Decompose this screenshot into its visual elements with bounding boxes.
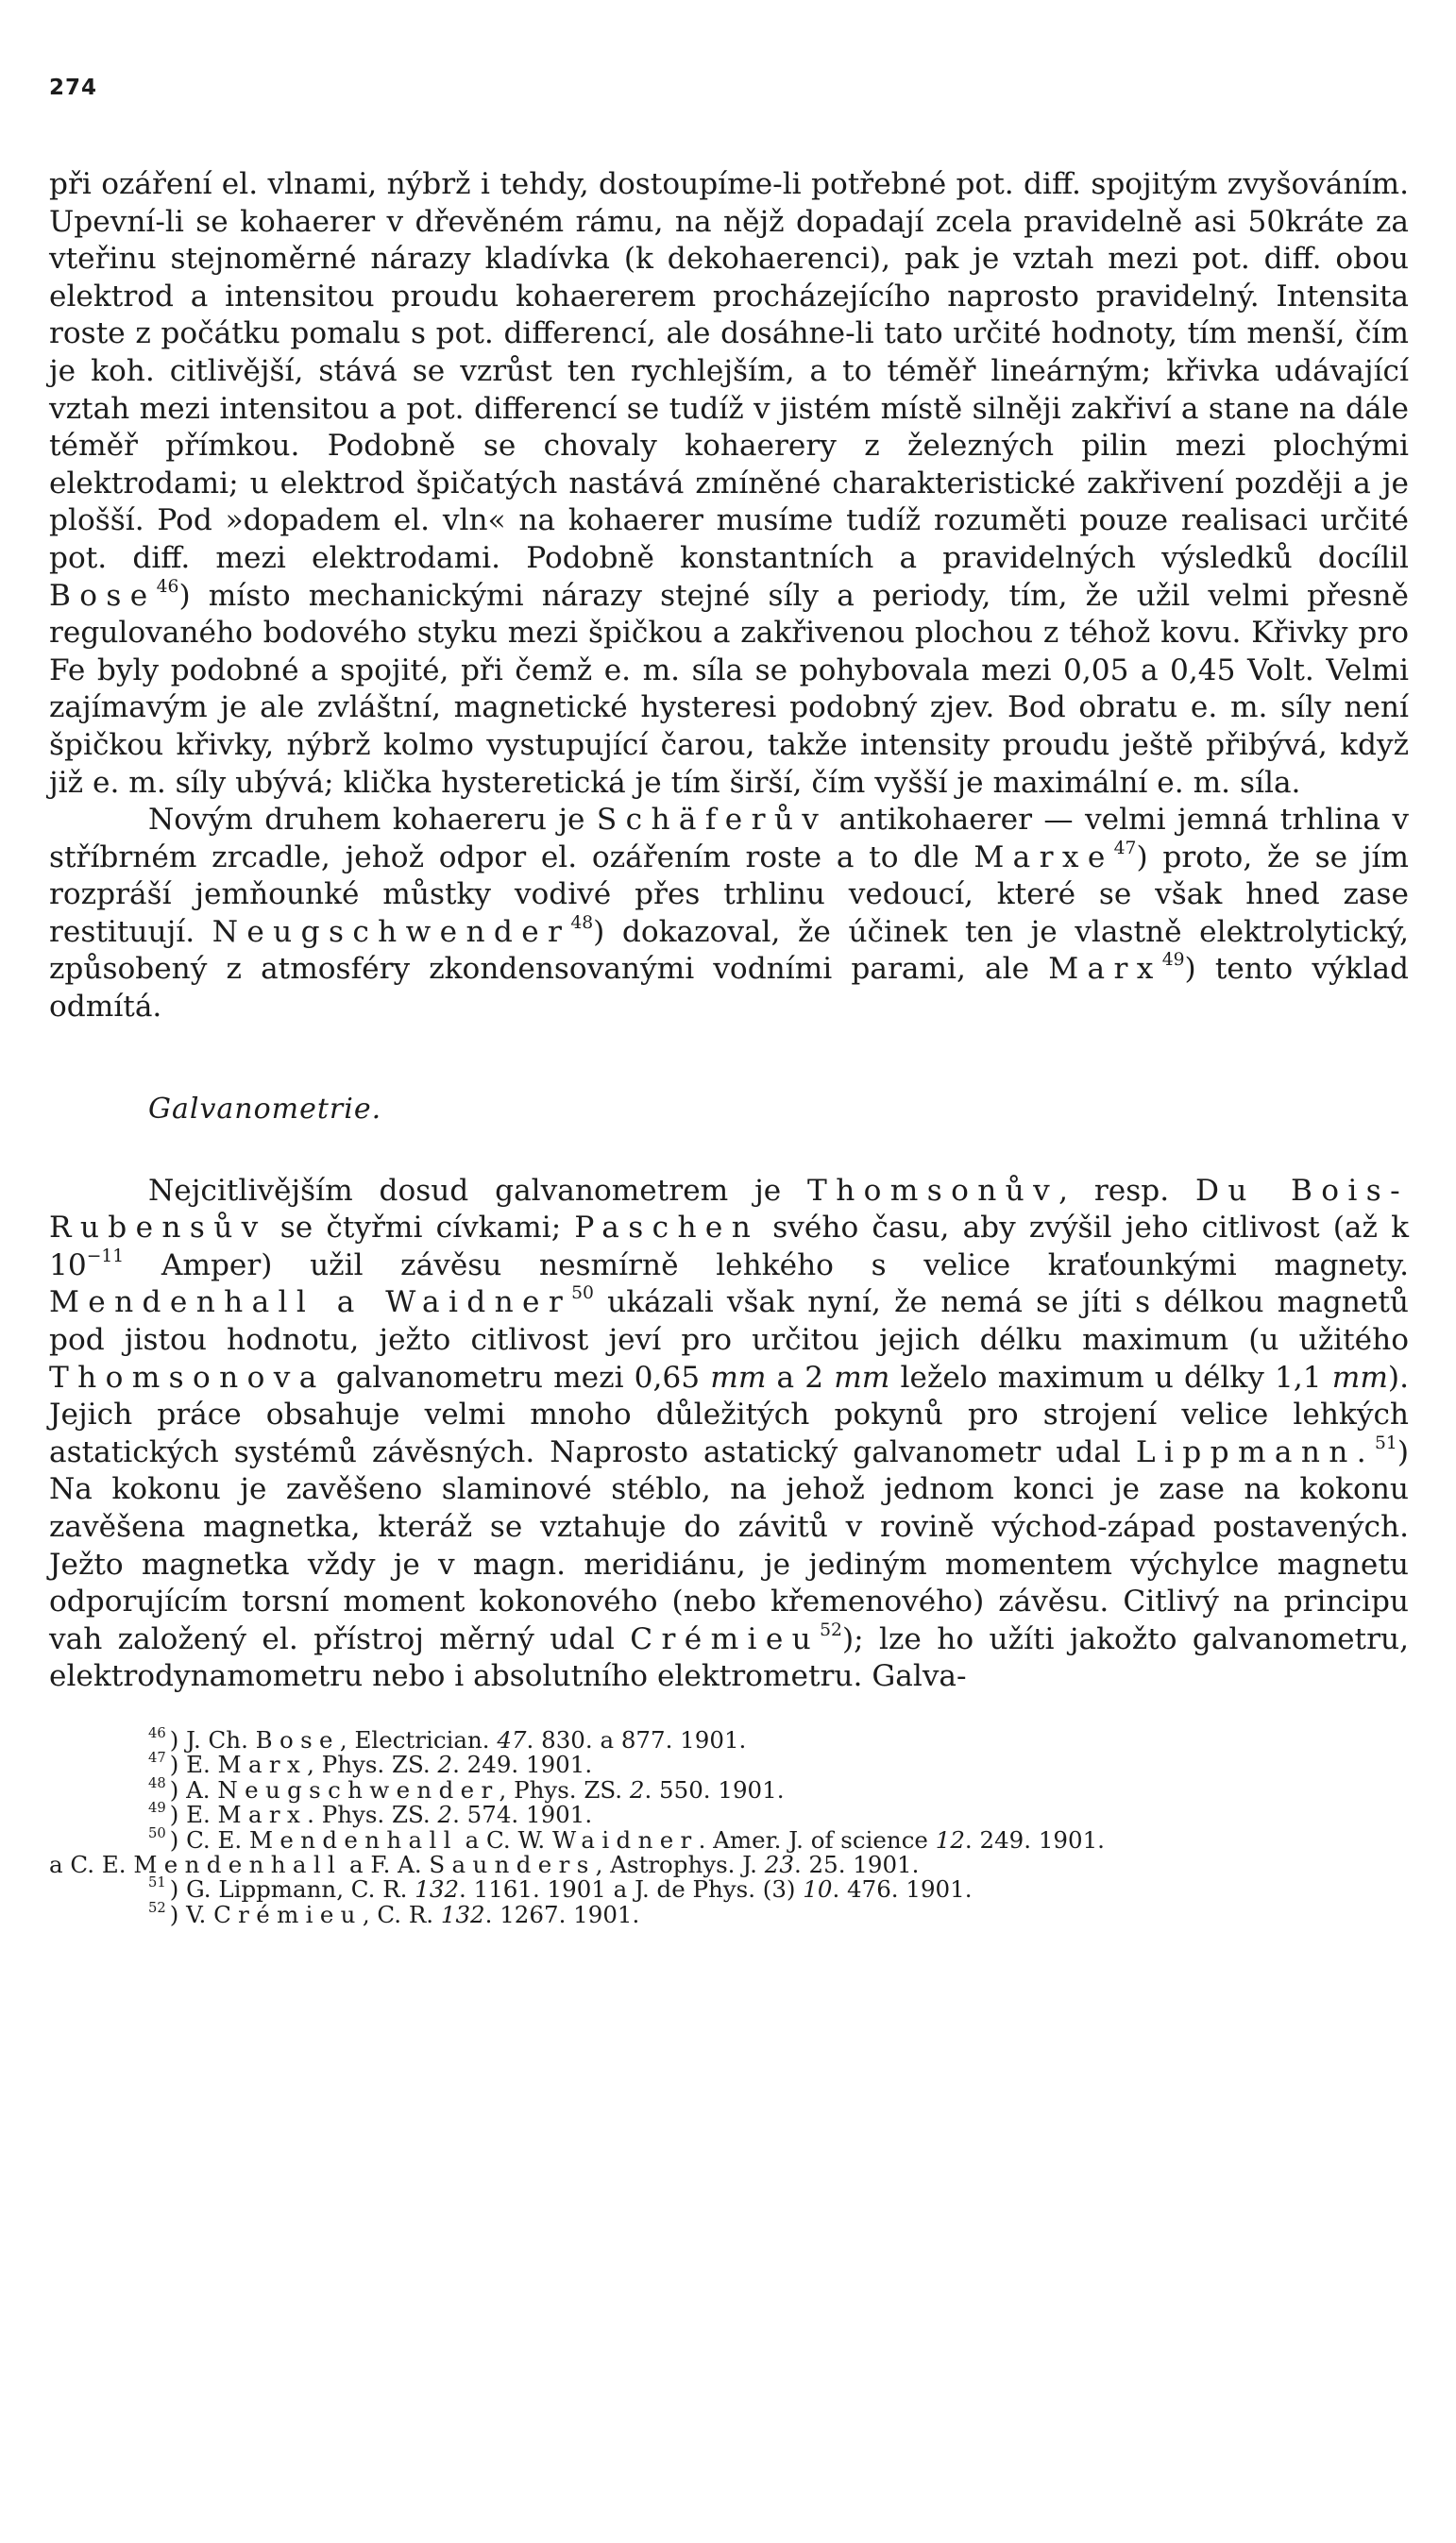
footnote: $^{48}$ ) A. Neugschwender, Phys. ZS. 2. 550. 1901. xyxy=(148,1774,785,1804)
volume: 2 xyxy=(629,1775,645,1804)
text-run: J. Ch. xyxy=(186,1725,256,1754)
text-run: , Electrician. xyxy=(339,1725,498,1754)
text-run: a C. W. xyxy=(457,1825,552,1854)
footnote: $^{46}$ ) J. Ch. Bose, Electrician. 47. 830. a 877. 1901. xyxy=(148,1724,747,1754)
footnote-number: 47 xyxy=(148,1750,166,1767)
text-run: , Astrophys. J. xyxy=(595,1851,765,1878)
footnote-ref: 46 xyxy=(156,576,179,597)
text-run: . 574. 1901. xyxy=(452,1801,593,1829)
footnote-number: 51 xyxy=(148,1874,166,1891)
footnote-ref: 48 xyxy=(570,912,594,933)
text-run: , Phys. ZS. xyxy=(499,1775,630,1804)
footnote: $^{49}$ ) E. Marx. Phys. ZS. 2. 574. 1901. xyxy=(148,1800,593,1829)
text-run: při ozáření el. vlnami, nýbrž i tehdy, dostoupíme-li potřebné pot. diff. spojitým zvyšováním. Upevní-li se kohaerer v dřevěném rámu, na nějž dopadají zcela pravidelně asi 50kráte za vteřinu stejnoměrné nárazy kladívka (k dekohaerenci), pak je vztah mezi pot. diff. obou elektrod a intensitou proudu kohaererem procházejícího naprosto pravidelný. Intensita roste z počátku pomalu s pot. differencí, ale dosáhne-li tato určité hodnoty, tím menší, čím je koh. citlivější, stává se vzrůst ten rychlejším, a to téměř lineárným; křivka udávající vztah mezi intensitou a pot. differencí se tudíž v jistém místě silněji zakřiví a stane na dále téměř přímkou. Podobně se chovaly kohaerery z železných pilin mezi plochými elektrodami; u elektrod špičatých nastává zmíněné charakteristické zakřivení později a je plošší. Pod »dopadem el. vln« na kohaerer musíme tudíž rozuměti pouze realisaci určité pot. diff. mezi elektrodami. Podobně konstantních a pravidelných výsledků docílil xyxy=(49,167,1409,575)
text-run: A. xyxy=(186,1775,218,1804)
author-name: Du Bois-Rubensův xyxy=(49,1173,1409,1246)
text-run: , Phys. ZS. xyxy=(307,1751,438,1779)
footnote: $^{52}$ ) V. Crémieu, C. R. 132. 1267. 1901. xyxy=(148,1899,640,1928)
unit: mm xyxy=(1331,1360,1388,1395)
text-run: , resp. xyxy=(1058,1173,1195,1208)
text-run: Amper) užil závěsu nesmírně lehkého s velice kraťounkými magnety. xyxy=(124,1247,1409,1282)
footnote-ref: 51 xyxy=(1375,1433,1397,1453)
footnotes xyxy=(49,1724,1409,1928)
text-run: . 476. 1901. xyxy=(832,1875,973,1904)
text-run: . 25. 1901. xyxy=(793,1851,920,1878)
text-run: V. xyxy=(186,1900,214,1928)
author-name: Crémieu xyxy=(213,1900,363,1928)
footnote-ref: 47 xyxy=(1113,838,1137,858)
volume: 12 xyxy=(935,1825,965,1854)
text-run: ) dokazoval, že účinek ten je vlastně elektrolytický, způsobený z atmosféry zkondensovanými vodními parami, ale xyxy=(49,914,1409,987)
text-run: ) místo mechanickými nárazy stejné síly a periody, tím, že užil velmi přesně regulovaného bodového styku mezi špičkou a zakřivenou plochou z téhož kovu. Křivky pro Fe byly podobné a spojité, při čemž e. m. síla se pohybovala mezi 0,05 a 0,45 Volt. Velmi zajímavým je ale zvláštní, magnetické hysteresi podobný zjev. Bod obratu e. m. síly není špičkou křivky, nýbrž kolmo vystupující čarou, takže intensity proudu ještě přibývá, když již e. m. síly ubývá; klička hysteretická je tím širší, čím vyšší je maximální e. m. síla. xyxy=(49,578,1409,800)
volume: 23 xyxy=(764,1851,794,1878)
article-body xyxy=(49,166,1409,1927)
footnote: $^{51}$ ) G. Lippmann, C. R. 132. 1161. 1901 a J. de Phys. (3) 10. 476. 1901. xyxy=(148,1874,973,1904)
footnote-continuation xyxy=(49,1853,1409,1877)
author-name: Waidner xyxy=(551,1825,699,1854)
author-name: Mendenhall xyxy=(133,1851,343,1878)
author-name: Marxe xyxy=(973,839,1114,874)
text-run: antikohaerer — velmi jemná trhlina v stříbrném zrcadle, jehož odpor el. ozářením roste a to dle xyxy=(49,803,1410,874)
footnote-number: 52 xyxy=(148,1899,166,1916)
text-run: ) proto, že se jím rozpráší jemňounké můstky vodivé přes trhlinu vedoucí, které se však hned zase restituují. xyxy=(49,839,1409,949)
exponent: −11 xyxy=(86,1246,125,1266)
text-run: ). Jejich práce obsahuje velmi mnoho důležitých pokynů pro strojení velice lehkých astatických systémů závěsných. Naprosto astatický galvanometr udal xyxy=(49,1360,1409,1469)
paragraph-galvanometer xyxy=(49,1173,1409,1696)
text-run: . 1161. 1901 a J. de Phys. (3) xyxy=(459,1875,804,1904)
text-run: ukázali však nyní, že nemá se jíti s délkou magnetů pod jistou hodnotu, ježto citlivost jeví pro určitou jejich délku maximum (u užitého xyxy=(49,1285,1409,1358)
text-run: E. xyxy=(186,1751,218,1779)
volume: 47 xyxy=(497,1725,527,1754)
text-run: Novým druhem kohaereru je xyxy=(148,803,597,838)
author-name: Paschen xyxy=(574,1211,760,1246)
footnote: $^{47}$ ) E. Marx, Phys. ZS. 2. 249. 1901. xyxy=(148,1750,593,1779)
author-name: Neugschwender xyxy=(217,1775,499,1804)
text-run: ); lze ho užíti jakožto galvanometru, elektrodynamometru nebo i absolutního elektrometru. Galva- xyxy=(49,1621,1409,1694)
footnote: $^{50}$ ) C. E. Mendenhall a C. W. Waidner. Amer. J. of science 12. 249. 1901. xyxy=(148,1824,1105,1854)
author-name: Neugschwender xyxy=(212,914,571,949)
author-name: Saunders xyxy=(429,1851,596,1878)
unit: mm xyxy=(710,1360,767,1395)
text-run: a F. A. xyxy=(342,1851,430,1878)
volume: 132 xyxy=(440,1900,485,1928)
unit: mm xyxy=(834,1360,890,1395)
text-run: . 1267. 1901. xyxy=(484,1900,640,1928)
author-name: Bose xyxy=(255,1725,340,1754)
page-number: 274 xyxy=(49,76,98,100)
text-run: , C. R. xyxy=(362,1900,441,1928)
text-run: . 249. 1901. xyxy=(452,1751,593,1779)
author-name: Lippmann. xyxy=(1135,1434,1375,1469)
text-run: C. E. xyxy=(186,1825,249,1854)
author-name: Thomsonův xyxy=(807,1173,1059,1208)
author-name: Marx xyxy=(217,1751,308,1779)
author-name: Marx xyxy=(1048,952,1162,987)
text-run: svého času, aby zvýšil jeho citlivost (až k 10 xyxy=(49,1211,1409,1282)
text-run: galvanometru mezi 0,65 xyxy=(325,1360,711,1395)
author-name: Marx xyxy=(217,1801,308,1829)
text-run: a 2 xyxy=(766,1360,835,1395)
paragraph-anticoherer xyxy=(49,802,1409,1026)
footnote-ref: 49 xyxy=(1161,950,1185,971)
author-name: Crémieu xyxy=(630,1621,821,1656)
volume: 2 xyxy=(437,1801,453,1829)
text-run: . 249. 1901. xyxy=(964,1825,1105,1854)
text-run: E. xyxy=(186,1801,218,1829)
footnote-number: 49 xyxy=(148,1800,166,1817)
author-name: Mendenhall a Waidner xyxy=(49,1285,572,1320)
footnote-number: 48 xyxy=(148,1774,166,1791)
text-run: G. Lippmann, C. R. xyxy=(186,1875,415,1904)
author-name: Schäferův xyxy=(596,803,828,838)
author-name: Thomsonova xyxy=(49,1360,326,1395)
text-run: . Phys. ZS. xyxy=(307,1801,438,1829)
text-run: se čtyřmi cívkami; xyxy=(266,1211,575,1246)
footnote-ref: 52 xyxy=(820,1619,842,1640)
text-run: ) tento výklad odmítá. xyxy=(49,952,1409,1025)
footnote-number: 46 xyxy=(148,1724,166,1741)
text-run: . 830. a 877. 1901. xyxy=(526,1725,747,1754)
section-heading: Galvanometrie. xyxy=(148,1092,382,1126)
volume: 10 xyxy=(803,1875,833,1904)
author-name: Mendenhall xyxy=(248,1825,458,1854)
footnote-ref: 50 xyxy=(571,1283,594,1304)
text-run: . Amer. J. of science xyxy=(698,1825,936,1854)
author-name: Bose xyxy=(49,578,157,613)
text-run: ) Na kokonu je zavěšeno slaminové stéblo, na jehož jednom konci je zase na kokonu zavěšena magnetka, kteráž se vztahuje do závitů v rovině východ-západ postavených. Ježto magnetka vždy je v magn. meridiánu, je jediným momentem výchylce magnetu odporujícím torsní moment kokonového (nebo křemenového) závěsu. Citlivý na principu vah založený el. přístroj měrný udal xyxy=(49,1434,1409,1656)
footnote-number: 50 xyxy=(148,1824,166,1841)
text-run: . 550. 1901. xyxy=(644,1775,785,1804)
text-run: leželo maximum u délky 1,1 xyxy=(889,1360,1332,1395)
volume: 2 xyxy=(437,1751,453,1779)
text-run: a C. E. xyxy=(49,1851,134,1878)
text-run: Nejcitlivějším dosud galvanometrem je xyxy=(148,1173,808,1208)
volume: 132 xyxy=(415,1875,460,1904)
paragraph-coherer-continuation xyxy=(49,166,1409,802)
